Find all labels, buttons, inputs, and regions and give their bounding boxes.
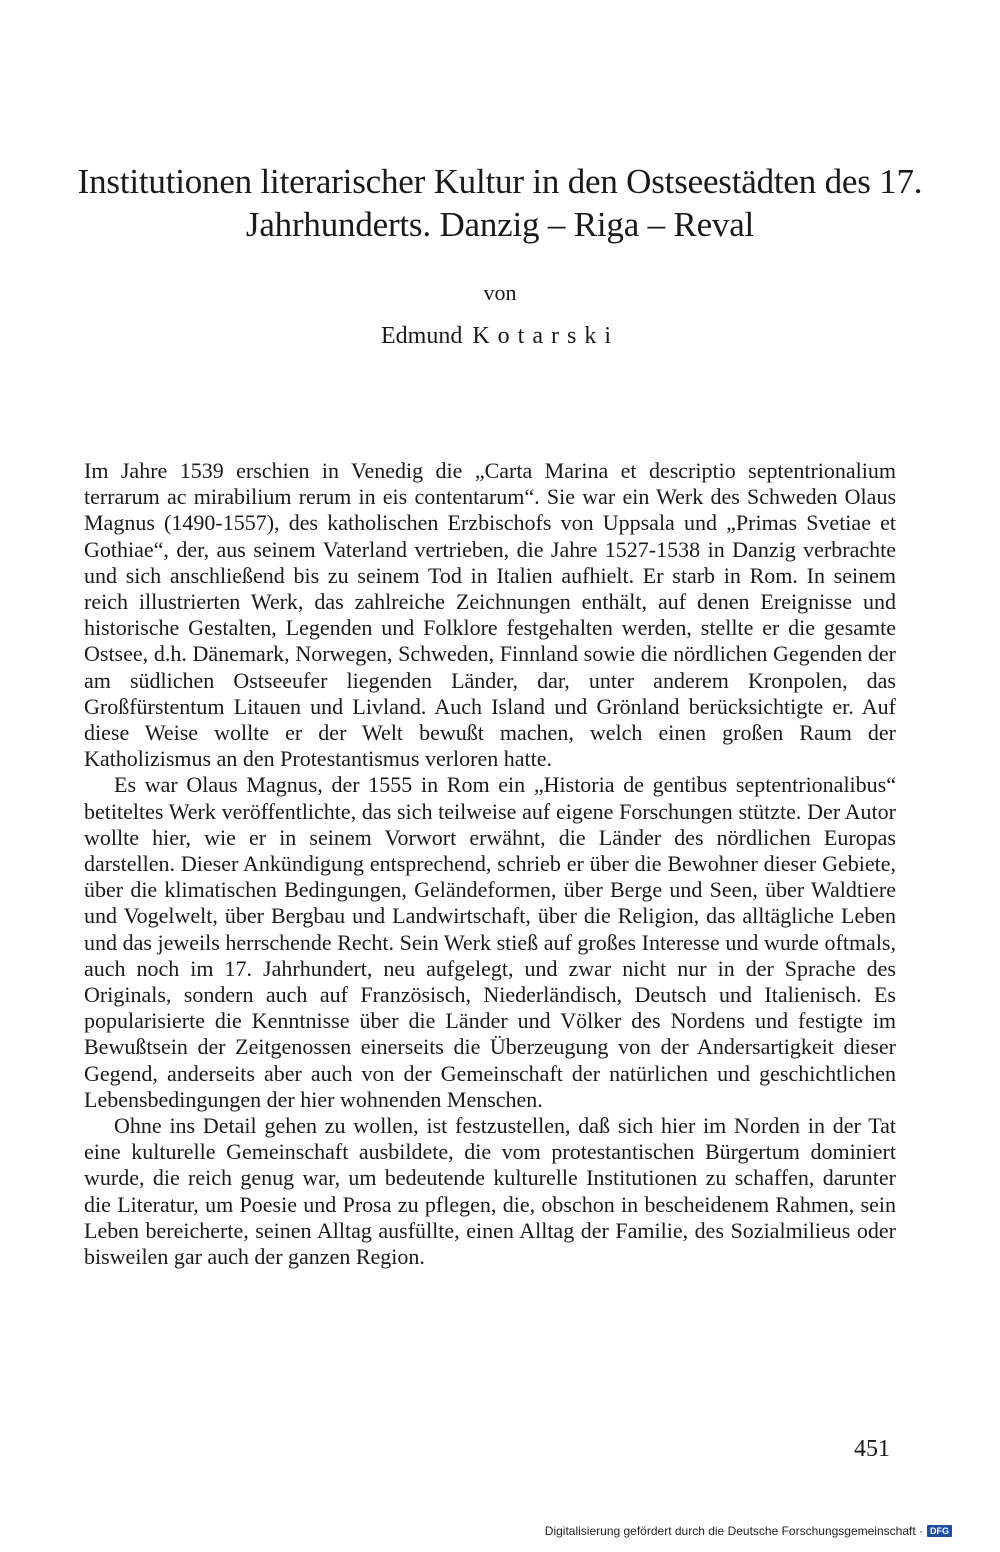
author-name	[0, 322, 1000, 350]
paragraph-2: Es war Olaus Magnus, der 1555 in Rom ein „Historia de gentibus septentrionalibus“ betiteltes Werk veröffentlichte, das sich teilweise auf eigene Forschungen stützte. Der Autor wollte hier, wie er in seinem Vorwort erwähnt, die Länder des nördlichen Europas darstellen. Dieser Ankündigung entsprechend, schrieb er über die Bewohner dieser Gebiete, über die klimatischen Bedingungen, Geländeformen, über Berge und Seen, über Waldtiere und Vogelwelt, über Bergbau und Landwirtschaft, über die Religion, das alltägliche Leben und das jeweils herrschende Recht. Sein Werk stieß auf großes Interesse und wurde oftmals, auch noch im 17. Jahrhundert, neu aufgelegt, und zwar nicht nur in der Sprache des Originals, sondern auch auf Französisch, Niederländisch, Deutsch und Italienisch. Es popularisierte die Kenntnisse über die Länder und Völker des Nordens und festigte im Bewußtsein der Zeitgenossen einerseits die Überzeugung von der Andersartigkeit dieser Gegend, anderseits aber auch von der Gemeinschaft der natürlichen und geschichtlichen Lebensbedingungen der hier wohnenden Menschen.	[84, 772, 896, 1112]
paragraph-3: Ohne ins Detail gehen zu wollen, ist festzustellen, daß sich hier im Norden in der Tat eine kulturelle Gemeinschaft ausbildete, die vom protestantischen Bürgertum dominiert wurde, die reich genug war, um bedeutende kulturelle Institutionen zu schaffen, darunter die Literatur, um Poesie und Prosa zu pflegen, die, obschon in bescheidenem Rahmen, sein Leben bereicherte, seinen Alltag ausfüllte, einen Alltag der Familie, des Sozialmilieus oder bisweilen gar auch der ganzen Region.	[84, 1113, 896, 1270]
article-title-line-1: Institutionen literarischer Kultur in den Ostseestädten des 17.	[77, 162, 923, 201]
dfg-logo-icon: DFG	[927, 1525, 952, 1537]
body-text	[84, 458, 896, 1270]
author-last-name: Kotarski	[472, 323, 619, 349]
paragraph-1: Im Jahre 1539 erschien in Venedig die „Carta Marina et descriptio septentrionalium terrarum ac mirabilium rerum in eis contentarum“. Sie war ein Werk des Schweden Olaus Magnus (1490-1557), des katholischen Erzbischofs von Uppsala und „Primas Svetiae et Gothiae“, der, aus seinem Vaterland vertrieben, die Jahre 1527-1538 in Danzig verbrachte und sich anschließend bis zu seinem Tod in Italien aufhielt. Er starb in Rom. In seinem reich illustrierten Werk, das zahlreiche Zeichnungen enthält, auf denen Ereignisse und historische Gestalten, Legenden und Folklore festgehalten werden, stellte er die gesamte Ostsee, d.h. Dänemark, Norwegen, Schweden, Finnland sowie die nördlichen Gegenden der am südlichen Ostseeufer liegenden Länder, dar, unter anderem Kronpolen, das Großfürstentum Litauen und Livland. Auch Island und Grönland berücksichtigte er. Auf diese Weise wollte er der Welt bewußt machen, welch einen großen Raum der Katholizismus an den Protestantismus verloren hatte.	[84, 458, 896, 772]
article-title-line-2: Jahrhunderts. Danzig – Riga – Reval	[245, 205, 755, 244]
page-number: 451	[854, 1436, 890, 1462]
digitization-credit-text: Digitalisierung gefördert durch die Deutsche Forschungsgemeinschaft ·	[544, 1524, 923, 1538]
byline-von: von	[483, 280, 517, 305]
digitization-credit	[545, 1524, 952, 1538]
article-title	[40, 160, 960, 246]
author-first-name: Edmund	[381, 323, 463, 349]
